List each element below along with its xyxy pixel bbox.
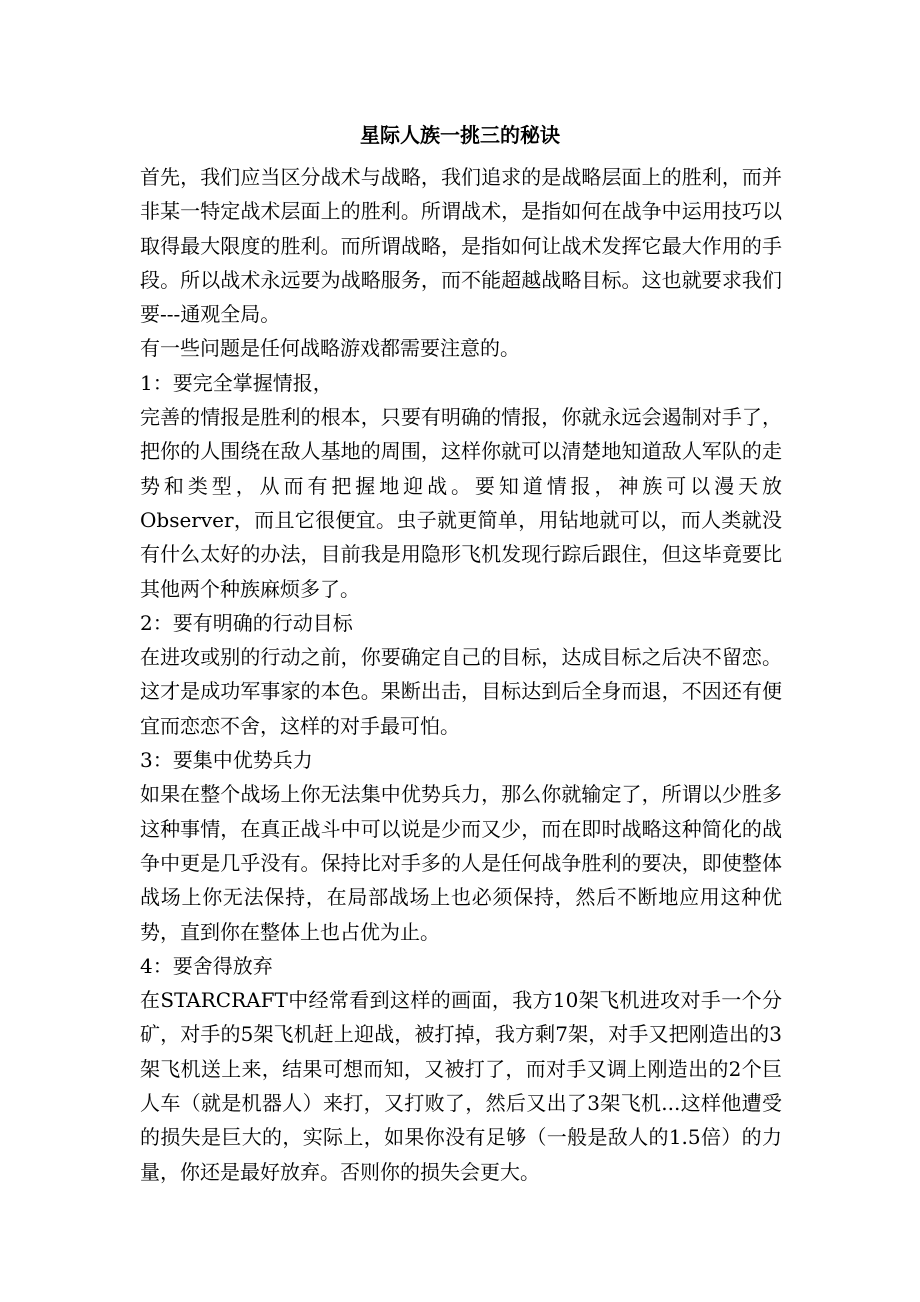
section-heading-1: 1：要完全掌握情报， <box>140 370 333 395</box>
paragraph-note: 有一些问题是任何战略游戏都需要注意的。 <box>140 336 520 361</box>
document-title: 星际人族一挑三的秘诀 <box>360 123 560 147</box>
paragraph-section-3: 如果在整个战场上你无法集中优势兵力，那么你就输定了，所谓以少胜多这种事情，在真正战斗中可以说是少而又少，而在即时战略这种简化的战争中更是几乎没有。保持比对手多的人是任何战争胜利的要决，即使整体战场上你无法保持，在局部战场上也必须保持，然后不断地应用这种优势，直到你在整体上也占优为止。 <box>140 782 782 944</box>
paragraph-section-2: 在进攻或别的行动之前，你要确定自己的目标，达成目标之后决不留恋。这才是成功军事家的本色。果断出击，目标达到后全身而退，不因还有便宜而恋恋不舍，这样的对手最可怕。 <box>140 645 782 738</box>
paragraph-intro: 首先，我们应当区分战术与战略，我们追求的是战略层面上的胜利，而并非某一特定战术层面上的胜利。所谓战术，是指如何在战争中运用技巧以取得最大限度的胜利。而所谓战略，是指如何让战术发挥它最大作用的手段。所以战术永远要为战略服务，而不能超越战略目标。这也就要求我们要---通观全局。 <box>140 165 782 327</box>
section-heading-4: 4：要舍得放弃 <box>140 953 273 978</box>
paragraph-section-1: 完善的情报是胜利的根本，只要有明确的情报，你就永远会遏制对手了，把你的人围绕在敌人基地的周围，这样你就可以清楚地知道敌人军队的走势和类型，从而有把握地迎战。要知道情报，神族可以漫天放Observer，而且它很便宜。虫子就更简单，用钻地就可以，而人类就没有什么太好的办法，目前我是用隐形飞机发现行踪后跟住，但这毕竟要比其他两个种族麻烦多了。 <box>140 405 782 601</box>
section-heading-3: 3：要集中优势兵力 <box>140 748 313 773</box>
section-heading-2: 2：要有明确的行动目标 <box>140 610 353 635</box>
document-body <box>140 160 782 1189</box>
paragraph-section-4: 在STARCRAFT中经常看到这样的画面，我方10架飞机进攻对手一个分矿，对手的5架飞机赶上迎战，被打掉，我方剩7架，对手又把刚造出的3架飞机送上来，结果可想而知，又被打了，而对手又调上刚造出的2个巨人车（就是机器人）来打，又打败了，然后又出了3架飞机...这样他遭受的损失是巨大的，实际上，如果你没有足够（一般是敌人的1.5倍）的力量，你还是最好放弃。否则你的损失会更大。 <box>140 988 782 1184</box>
